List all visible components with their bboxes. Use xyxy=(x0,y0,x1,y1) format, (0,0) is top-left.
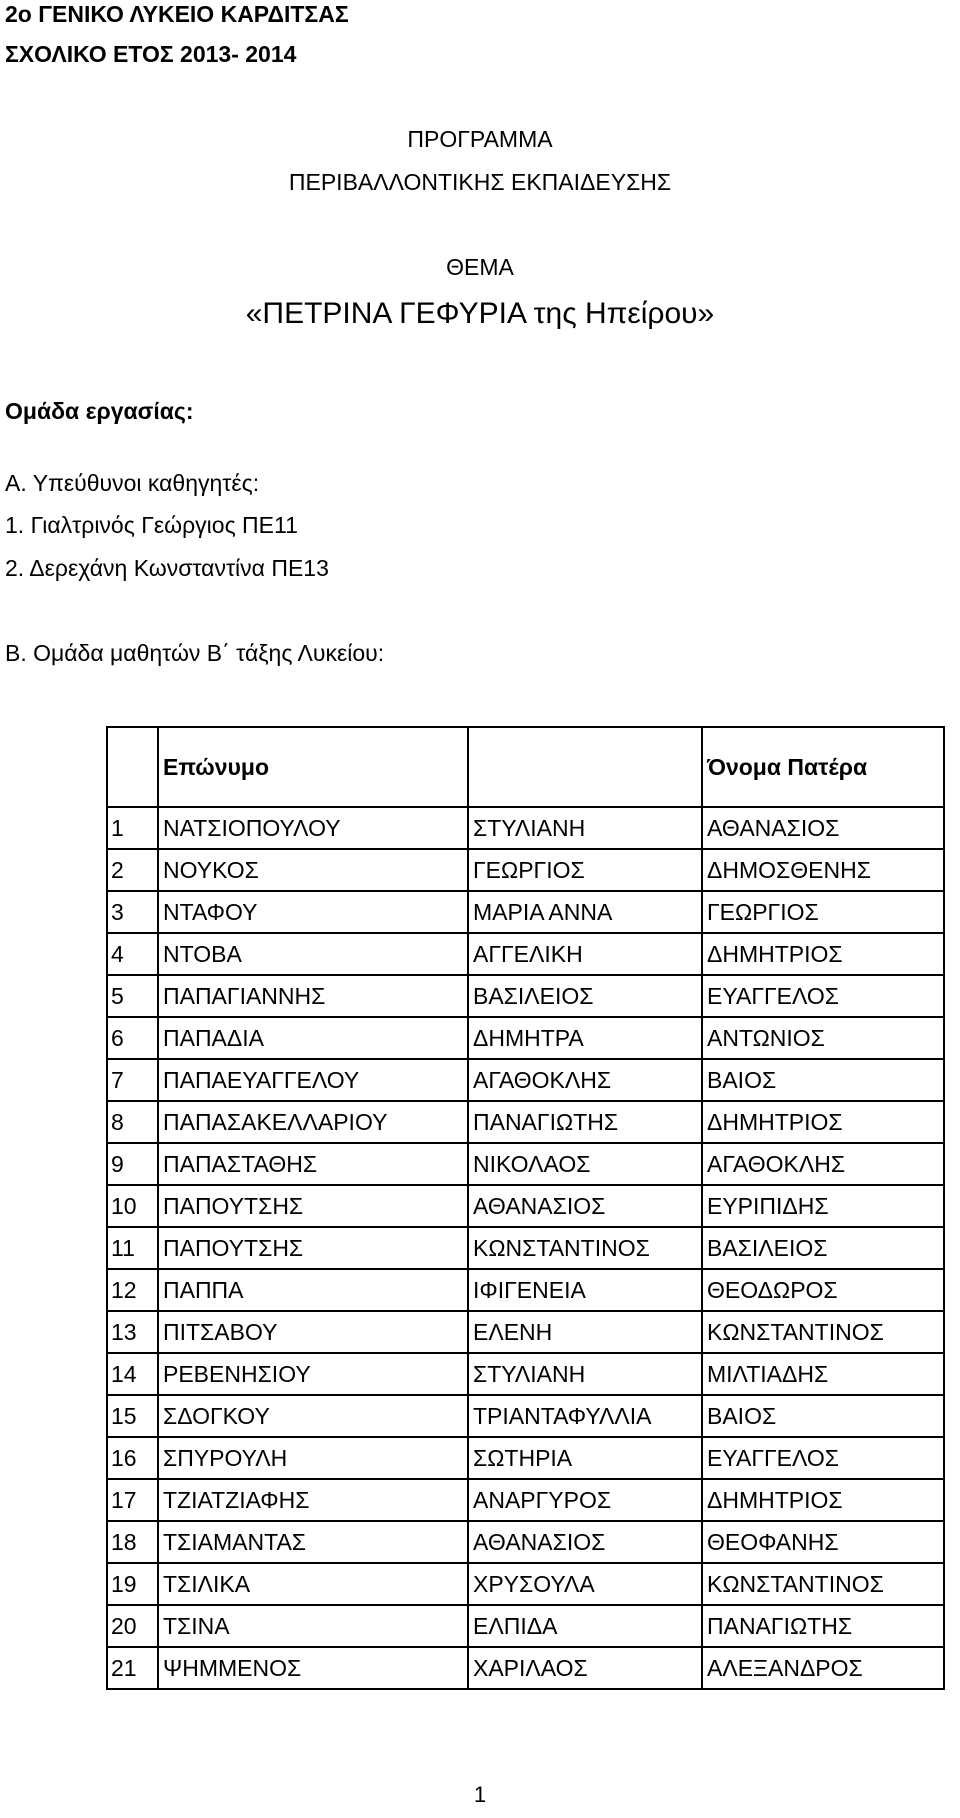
table-row xyxy=(107,1017,944,1059)
surname-cell: ΠΑΠΑΣΑΚΕΛΛΑΡΙΟΥ xyxy=(158,1101,468,1143)
father-name-cell: ΕΥΑΓΓΕΛΟΣ xyxy=(702,975,944,1017)
header-name xyxy=(468,727,702,807)
row-number: 20 xyxy=(107,1605,158,1647)
name-cell: ΜΑΡΙΑ ΑΝΝΑ xyxy=(468,891,702,933)
surname-cell: ΣΔΟΓΚΟΥ xyxy=(158,1395,468,1437)
name-cell: ΕΛΠΙΔΑ xyxy=(468,1605,702,1647)
surname-cell: ΠΑΠΟΥΤΣΗΣ xyxy=(158,1185,468,1227)
father-name-cell: ΠΑΝΑΓΙΩΤΗΣ xyxy=(702,1605,944,1647)
students-table xyxy=(106,726,945,1690)
table-row xyxy=(107,1311,944,1353)
father-name-cell: ΚΩΝΣΤΑΝΤΙΝΟΣ xyxy=(702,1311,944,1353)
row-number: 8 xyxy=(107,1101,158,1143)
father-name-cell: ΒΑΣΙΛΕΙΟΣ xyxy=(702,1227,944,1269)
father-name-cell: ΒΑΙΟΣ xyxy=(702,1059,944,1101)
name-cell: ΑΝΑΡΓΥΡΟΣ xyxy=(468,1479,702,1521)
surname-cell: ΠΑΠΑΣΤΑΘΗΣ xyxy=(158,1143,468,1185)
table-row xyxy=(107,1395,944,1437)
surname-cell: ΠΑΠΑΓΙΑΝΝΗΣ xyxy=(158,975,468,1017)
name-cell: ΑΓΓΕΛΙΚΗ xyxy=(468,933,702,975)
father-name-cell: ΑΝΤΩΝΙΟΣ xyxy=(702,1017,944,1059)
row-number: 14 xyxy=(107,1353,158,1395)
name-cell: ΧΑΡΙΛΑΟΣ xyxy=(468,1647,702,1689)
surname-cell: ΤΣΙΛΙΚΑ xyxy=(158,1563,468,1605)
name-cell: ΣΤΥΛΙΑΝΗ xyxy=(468,807,702,849)
row-number: 12 xyxy=(107,1269,158,1311)
surname-cell: ΣΠΥΡΟΥΛΗ xyxy=(158,1437,468,1479)
row-number: 6 xyxy=(107,1017,158,1059)
program-subtitle: ΠΕΡΙΒΑΛΛΟΝΤΙΚΗΣ ΕΚΠΑΙΔΕΥΣΗΣ xyxy=(288,169,672,195)
surname-cell: ΝΤΟΒΑ xyxy=(158,933,468,975)
father-name-cell: ΑΘΑΝΑΣΙΟΣ xyxy=(702,807,944,849)
row-number: 11 xyxy=(107,1227,158,1269)
table-row xyxy=(107,1353,944,1395)
table-row xyxy=(107,933,944,975)
row-number: 13 xyxy=(107,1311,158,1353)
father-name-cell: ΔΗΜΗΤΡΙΟΣ xyxy=(702,933,944,975)
surname-cell: ΠΑΠΠΑ xyxy=(158,1269,468,1311)
surname-cell: ΡΕΒΕΝΗΣΙΟΥ xyxy=(158,1353,468,1395)
father-name-cell: ΑΓΑΘΟΚΛΗΣ xyxy=(702,1143,944,1185)
table-row xyxy=(107,1563,944,1605)
table-row xyxy=(107,1143,944,1185)
father-name-cell: ΒΑΙΟΣ xyxy=(702,1395,944,1437)
table-row xyxy=(107,1269,944,1311)
teacher-item: 1. Γιαλτρινός Γεώργιος ΠΕ11 xyxy=(5,512,298,538)
table-row xyxy=(107,849,944,891)
surname-cell: ΤΣΙΑΜΑΝΤΑΣ xyxy=(158,1521,468,1563)
name-cell: ΠΑΝΑΓΙΩΤΗΣ xyxy=(468,1101,702,1143)
name-cell: ΙΦΙΓΕΝΕΙΑ xyxy=(468,1269,702,1311)
teacher-item: 2. Δερεχάνη Κωνσταντίνα ΠΕ13 xyxy=(5,555,329,581)
students-label: Β. Ομάδα μαθητών Β΄ τάξης Λυκείου: xyxy=(5,640,385,666)
surname-cell: ΝΤΑΦΟΥ xyxy=(158,891,468,933)
father-name-cell: ΕΥΑΓΓΕΛΟΣ xyxy=(702,1437,944,1479)
name-cell: ΒΑΣΙΛΕΙΟΣ xyxy=(468,975,702,1017)
table-row xyxy=(107,1479,944,1521)
surname-cell: ΤΣΙΝΑ xyxy=(158,1605,468,1647)
page-number: 1 xyxy=(473,1782,487,1807)
table-row xyxy=(107,1185,944,1227)
header-number xyxy=(107,727,158,807)
name-cell: ΣΩΤΗΡΙΑ xyxy=(468,1437,702,1479)
row-number: 18 xyxy=(107,1521,158,1563)
row-number: 1 xyxy=(107,807,158,849)
surname-cell: ΤΖΙΑΤΖΙΑΦΗΣ xyxy=(158,1479,468,1521)
school-year: ΣΧΟΛΙΚΟ ΕΤΟΣ 2013- 2014 xyxy=(5,41,297,67)
table-row xyxy=(107,975,944,1017)
program-title: ΠΡΟΓΡΑΜΜΑ xyxy=(407,126,553,152)
name-cell: ΑΘΑΝΑΣΙΟΣ xyxy=(468,1185,702,1227)
name-cell: ΤΡΙΑΝΤΑΦΥΛΛΙΑ xyxy=(468,1395,702,1437)
surname-cell: ΠΑΠΑΕΥΑΓΓΕΛΟΥ xyxy=(158,1059,468,1101)
father-name-cell: ΕΥΡΙΠΙΔΗΣ xyxy=(702,1185,944,1227)
teachers-label: Α. Υπεύθυνοι καθηγητές: xyxy=(5,470,260,496)
father-name-cell: ΔΗΜΗΤΡΙΟΣ xyxy=(702,1101,944,1143)
name-cell: ΕΛΕΝΗ xyxy=(468,1311,702,1353)
row-number: 7 xyxy=(107,1059,158,1101)
name-cell: ΧΡΥΣΟΥΛΑ xyxy=(468,1563,702,1605)
name-cell: ΝΙΚΟΛΑΟΣ xyxy=(468,1143,702,1185)
father-name-cell: ΔΗΜΗΤΡΙΟΣ xyxy=(702,1479,944,1521)
table-row xyxy=(107,1227,944,1269)
table-row xyxy=(107,1521,944,1563)
row-number: 10 xyxy=(107,1185,158,1227)
row-number: 2 xyxy=(107,849,158,891)
surname-cell: ΠΑΠΟΥΤΣΗΣ xyxy=(158,1227,468,1269)
father-name-cell: ΑΛΕΞΑΝΔΡΟΣ xyxy=(702,1647,944,1689)
row-number: 15 xyxy=(107,1395,158,1437)
theme-label: ΘΕΜΑ xyxy=(446,254,514,280)
surname-cell: ΝΑΤΣΙΟΠΟΥΛΟΥ xyxy=(158,807,468,849)
row-number: 21 xyxy=(107,1647,158,1689)
father-name-cell: ΔΗΜΟΣΘΕΝΗΣ xyxy=(702,849,944,891)
work-group-heading: Ομάδα εργασίας: xyxy=(5,398,194,424)
name-cell: ΔΗΜΗΤΡΑ xyxy=(468,1017,702,1059)
table-row xyxy=(107,1647,944,1689)
name-cell: ΚΩΝΣΤΑΝΤΙΝΟΣ xyxy=(468,1227,702,1269)
theme-title: «ΠΕΤΡΙΝΑ ΓΕΦΥΡΙΑ της Ηπείρου» xyxy=(245,297,715,330)
surname-cell: ΨΗΜΜΕΝΟΣ xyxy=(158,1647,468,1689)
row-number: 16 xyxy=(107,1437,158,1479)
row-number: 3 xyxy=(107,891,158,933)
table-row xyxy=(107,1605,944,1647)
father-name-cell: ΚΩΝΣΤΑΝΤΙΝΟΣ xyxy=(702,1563,944,1605)
surname-cell: ΠΙΤΣΑΒΟΥ xyxy=(158,1311,468,1353)
header-father-name: Όνομα Πατέρα xyxy=(702,727,944,807)
row-number: 17 xyxy=(107,1479,158,1521)
table-row xyxy=(107,1059,944,1101)
name-cell: ΑΓΑΘΟΚΛΗΣ xyxy=(468,1059,702,1101)
table-row xyxy=(107,1437,944,1479)
surname-cell: ΠΑΠΑΔΙΑ xyxy=(158,1017,468,1059)
father-name-cell: ΘΕΟΔΩΡΟΣ xyxy=(702,1269,944,1311)
father-name-cell: ΜΙΛΤΙΑΔΗΣ xyxy=(702,1353,944,1395)
row-number: 4 xyxy=(107,933,158,975)
father-name-cell: ΘΕΟΦΑΝΗΣ xyxy=(702,1521,944,1563)
header-surname: Επώνυμο xyxy=(158,727,468,807)
table-row xyxy=(107,891,944,933)
name-cell: ΑΘΑΝΑΣΙΟΣ xyxy=(468,1521,702,1563)
table-row xyxy=(107,1101,944,1143)
row-number: 9 xyxy=(107,1143,158,1185)
surname-cell: ΝΟΥΚΟΣ xyxy=(158,849,468,891)
father-name-cell: ΓΕΩΡΓΙΟΣ xyxy=(702,891,944,933)
name-cell: ΓΕΩΡΓΙΟΣ xyxy=(468,849,702,891)
table-header-row xyxy=(107,727,944,807)
row-number: 5 xyxy=(107,975,158,1017)
row-number: 19 xyxy=(107,1563,158,1605)
table-row xyxy=(107,807,944,849)
school-name: 2ο ΓΕΝΙΚΟ ΛΥΚΕΙΟ ΚΑΡΔΙΤΣΑΣ xyxy=(5,1,349,27)
name-cell: ΣΤΥΛΙΑΝΗ xyxy=(468,1353,702,1395)
